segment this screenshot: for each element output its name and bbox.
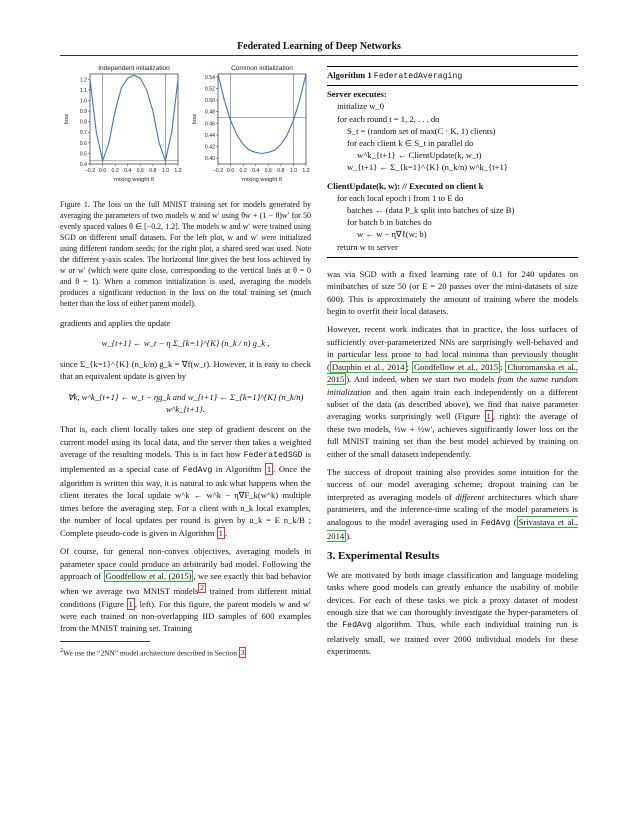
footnote-number: 2 xyxy=(60,647,64,654)
y-tick-label: 1.2 xyxy=(79,77,87,84)
plot-frame xyxy=(90,74,178,164)
figure-ref-link[interactable]: 1 xyxy=(486,411,491,422)
y-tick-label: 0.54 xyxy=(204,74,215,81)
chart-title: Common initialization xyxy=(231,65,293,72)
text-span: ( xyxy=(510,516,517,527)
algo-line: initialize w_0 xyxy=(337,101,385,112)
text-span: However, recent work indicates that in practice, the loss surfaces of sufficiently over-parameterized NNs are surprisingly well-behaved and in particular less prone to bad local minima than previously thought ( xyxy=(327,324,578,372)
algorithm-ref-link[interactable]: 1 xyxy=(266,463,272,474)
algo-line: Server executes: xyxy=(327,89,387,100)
left-column xyxy=(60,60,311,660)
chart-title: Independent initialization xyxy=(98,65,170,72)
text-span: ; xyxy=(406,361,412,372)
algo-line: S_t = (random set of max(C · K, 1) clients) xyxy=(347,125,496,136)
y-tick-label: 0.6 xyxy=(79,140,87,147)
text-span: . Once the algorithm is written this way, it is natural to ask what happens when the client iterates the local update w^k ← w^k − η∇F_k(w^k) multiple times before the averaging step. For a client with n_k local examples, the number of local updates per round is given by u_k = E n_k/B ; Complete pseudo-code is given in Algorithm xyxy=(60,463,311,538)
citation-link[interactable]: Srivastava et al., 2014 xyxy=(327,516,579,541)
x-tick-label: 1.0 xyxy=(289,168,298,174)
algo-line: w ← w − η∇ℓ(w; b) xyxy=(357,229,427,240)
text-span: is implemented as a special case of xyxy=(60,449,311,474)
citation-link[interactable]: Goodfellow et al. (2015) xyxy=(105,570,192,581)
text-span: That is, each client locally takes one step of gradient descent on the current model using its local data, and the server then takes a weighted average of the resulting models. This is in fact how xyxy=(60,424,311,460)
x-tick-label: 0.0 xyxy=(226,168,235,174)
x-tick-label: 0.0 xyxy=(98,168,107,174)
algorithm-label: Algorithm 1 xyxy=(327,70,374,80)
x-tick-label: 0.2 xyxy=(239,168,247,174)
algo-line: w_{t+1} ← Σ_{k=1}^{K} (n_k/n) w^k_{t+1} xyxy=(347,162,508,173)
text-span: ). xyxy=(346,530,352,541)
text-span: , we see exactly this bad behavior when we average two MNIST models xyxy=(60,570,311,597)
y-tick-label: 0.7 xyxy=(79,130,87,137)
x-tick-label: 0.2 xyxy=(111,168,119,174)
equation-update: w_{t+1} ← w_t − η Σ_{k=1}^{K} (n_k / n) g_k , xyxy=(101,338,270,349)
text-span: in Algorithm xyxy=(212,463,265,474)
paragraph xyxy=(327,323,578,459)
equation-equivalent: ∀k, w^k_{t+1} ← w_t − ηg_k and w_{t+1} ← Σ_{k=1}^{K} (n_k/n) w^k_{t+1}. xyxy=(67,391,304,415)
text-span: trained from different initial conditions (Figure xyxy=(60,586,311,609)
x-tick-label: 0.4 xyxy=(124,168,132,174)
x-axis-label: mixing weight θ xyxy=(114,177,154,183)
text-span: ; xyxy=(500,361,506,372)
code-fedavg: FedAvg xyxy=(182,465,213,475)
algo-line: ClientUpdate(k, w): // Executed on client k xyxy=(327,180,484,191)
algo-line: batches ← (data P_k split into batches of size B) xyxy=(347,205,515,216)
y-tick-label: 0.8 xyxy=(79,119,87,126)
y-tick-label: 0.5 xyxy=(79,151,87,158)
section-ref-link[interactable]: 3 xyxy=(240,648,245,658)
text-span: ). And indeed, when we start two models xyxy=(346,374,498,385)
chart-independent-init xyxy=(60,60,182,195)
y-tick-label: 0.40 xyxy=(204,156,215,163)
chart-common-init xyxy=(188,60,310,195)
footnote-text: We use the “2NN” model architecture described in Section xyxy=(63,648,239,658)
text-span: . xyxy=(224,527,228,538)
algo-line: for batch b in batches do xyxy=(347,217,432,228)
figure-ref-link[interactable]: 1 xyxy=(128,598,133,609)
paragraph xyxy=(60,423,311,539)
loss-series-line xyxy=(218,74,306,154)
figure-caption: Figure 1. The loss on the full MNIST training set for models generated by averaging the parameters of two models w and w′ using θw + (1 − θ)w′ for 50 evenly spaced values θ ∈ [−0.2, 1.2]. The models w and w′ were trained using SGD on different small datasets. For the left plot, w and w′ were initialized using different random seeds; for the right plot, a shared seed was used. Note the different y-axis scales. The horizontal line gives the best loss achieved by w or w′ (which were quite close, corresponding to the vertical lines at θ = 0 and θ = 1). When a common initialization is used, averaging the models produces a significant reduction in the loss on the total training set (much better than the loss of either parent model). xyxy=(60,200,311,308)
code-fedavg: FedAvg xyxy=(342,621,372,631)
algo-line: return w to server xyxy=(337,241,398,252)
header-rule xyxy=(60,55,578,56)
paragraph xyxy=(60,545,311,635)
y-tick-label: 0.50 xyxy=(204,98,215,105)
y-tick-label: 0.46 xyxy=(204,121,215,128)
algo-line: for each local epoch i from 1 to E do xyxy=(337,192,464,203)
y-tick-label: 1.0 xyxy=(79,98,87,105)
algorithm-ref-link[interactable]: 1 xyxy=(218,527,223,538)
code-fedavg: FedAvg xyxy=(480,518,511,528)
citation-link[interactable]: Goodfellow et al., 2015 xyxy=(413,361,499,372)
y-tick-label: 1.1 xyxy=(79,87,87,94)
text-span: The success of dropout training also provides some intuition for the success of our model averaging scheme; dropout training can be interpreted as averaging models of xyxy=(327,466,578,502)
paragraph: was via SGD with a fixed learning rate of 0.1 for 240 updates on minibatches of size 50 (or E = 20 passes over the mini-datasets of size 600). This is approximately the amount of training where the models begin to overfit their local datasets. xyxy=(327,268,578,317)
text-span: Of course, for general non-convex objectives, averaging models in parameter space could produce an arbitrarily bad model. Following the approach of xyxy=(60,546,311,581)
emphasis: from the same random initialization xyxy=(327,374,578,397)
algo-line: w^k_{t+1} ← ClientUpdate(k, w_t) xyxy=(357,150,482,161)
paragraph xyxy=(327,569,578,658)
running-head: Federated Learning of Deep Networks xyxy=(237,41,401,52)
y-axis-label: loss xyxy=(64,113,70,125)
paragraph: since Σ_{k=1}^{K} (n_k/n) g_k = ∇f(w_t). However, it is easy to check that an equivalent update is given by xyxy=(60,358,311,382)
y-tick-label: 0.48 xyxy=(204,109,215,116)
text-span: and then again train each independently on a different subset of the data (as described above), we find that naive parameter averaging works surprisingly well (Figure xyxy=(327,386,578,422)
paragraph xyxy=(327,466,578,542)
algo-line: for each client k ∈ S_t in parallel do xyxy=(347,138,474,149)
x-tick-label: 0.4 xyxy=(252,168,260,174)
citation-link[interactable]: Dauphin et al., 2014 xyxy=(331,361,405,372)
y-tick-label: 0.52 xyxy=(204,86,215,93)
footnote xyxy=(60,641,245,660)
x-tick-label: 0.8 xyxy=(277,168,285,174)
algorithm-name: FederatedAveraging xyxy=(373,72,463,81)
y-tick-label: 0.9 xyxy=(79,109,87,116)
algo-line: for each round t = 1, 2, . . . do xyxy=(337,113,440,124)
text-span: , left). For this figure, the parent models w and w′ were each trained on non-overlapping IID samples of 600 examples from the MNIST training set. Training xyxy=(60,598,311,634)
citation-link[interactable]: Choromanska et al., 2015 xyxy=(327,361,578,385)
x-tick-label: 1.0 xyxy=(161,168,170,174)
y-tick-label: 0.4 xyxy=(79,162,87,168)
x-tick-label: 0.8 xyxy=(149,168,157,174)
paragraph: gradients and applies the update xyxy=(60,318,171,328)
loss-series-line xyxy=(90,75,178,161)
algorithm-title xyxy=(327,69,578,86)
x-tick-label: 1.2 xyxy=(174,168,182,174)
text-span: , right): the average of these two models, ½w + ½w′, achieves significantly lower loss on the full MNIST training set than the best model achieved by training on either of the small datasets independently. xyxy=(327,411,578,459)
y-tick-label: 0.42 xyxy=(204,144,215,151)
emphasis: different xyxy=(455,491,485,502)
plot-frame xyxy=(218,74,306,164)
x-tick-label: −0.2 xyxy=(84,168,96,174)
y-tick-label: 0.44 xyxy=(204,132,215,139)
footnote-link[interactable]: 2 xyxy=(200,584,204,593)
x-axis-label: mixing weight θ xyxy=(242,177,282,183)
right-column xyxy=(327,60,578,664)
text-span: algorithm. Thus, while each individual training run is relatively small, we trained over 2000 individual models for these experiments. xyxy=(327,619,578,657)
section-heading: 3. Experimental Results xyxy=(327,550,440,563)
text-span: We are motivated by both image classification and language modeling tasks where good models can greatly enhance the usability of mobile devices. For each of these tasks we pick a proxy dataset of modest enough size that we can thoroughly investigate the hyper-parameters of the xyxy=(327,569,578,630)
x-tick-label: 0.6 xyxy=(136,168,144,174)
figure-1 xyxy=(60,60,311,195)
y-axis-label: loss xyxy=(192,113,198,125)
x-tick-label: 0.6 xyxy=(264,168,272,174)
x-tick-label: −0.2 xyxy=(212,168,224,174)
algorithm-box xyxy=(327,66,578,258)
x-tick-label: 1.2 xyxy=(302,168,310,174)
code-fedsgd: FederatedSGD xyxy=(243,451,303,461)
text-span: architectures which share parameters, and the inference-time scaling of the model parameters is analogous to the model averaging used in xyxy=(327,491,578,527)
